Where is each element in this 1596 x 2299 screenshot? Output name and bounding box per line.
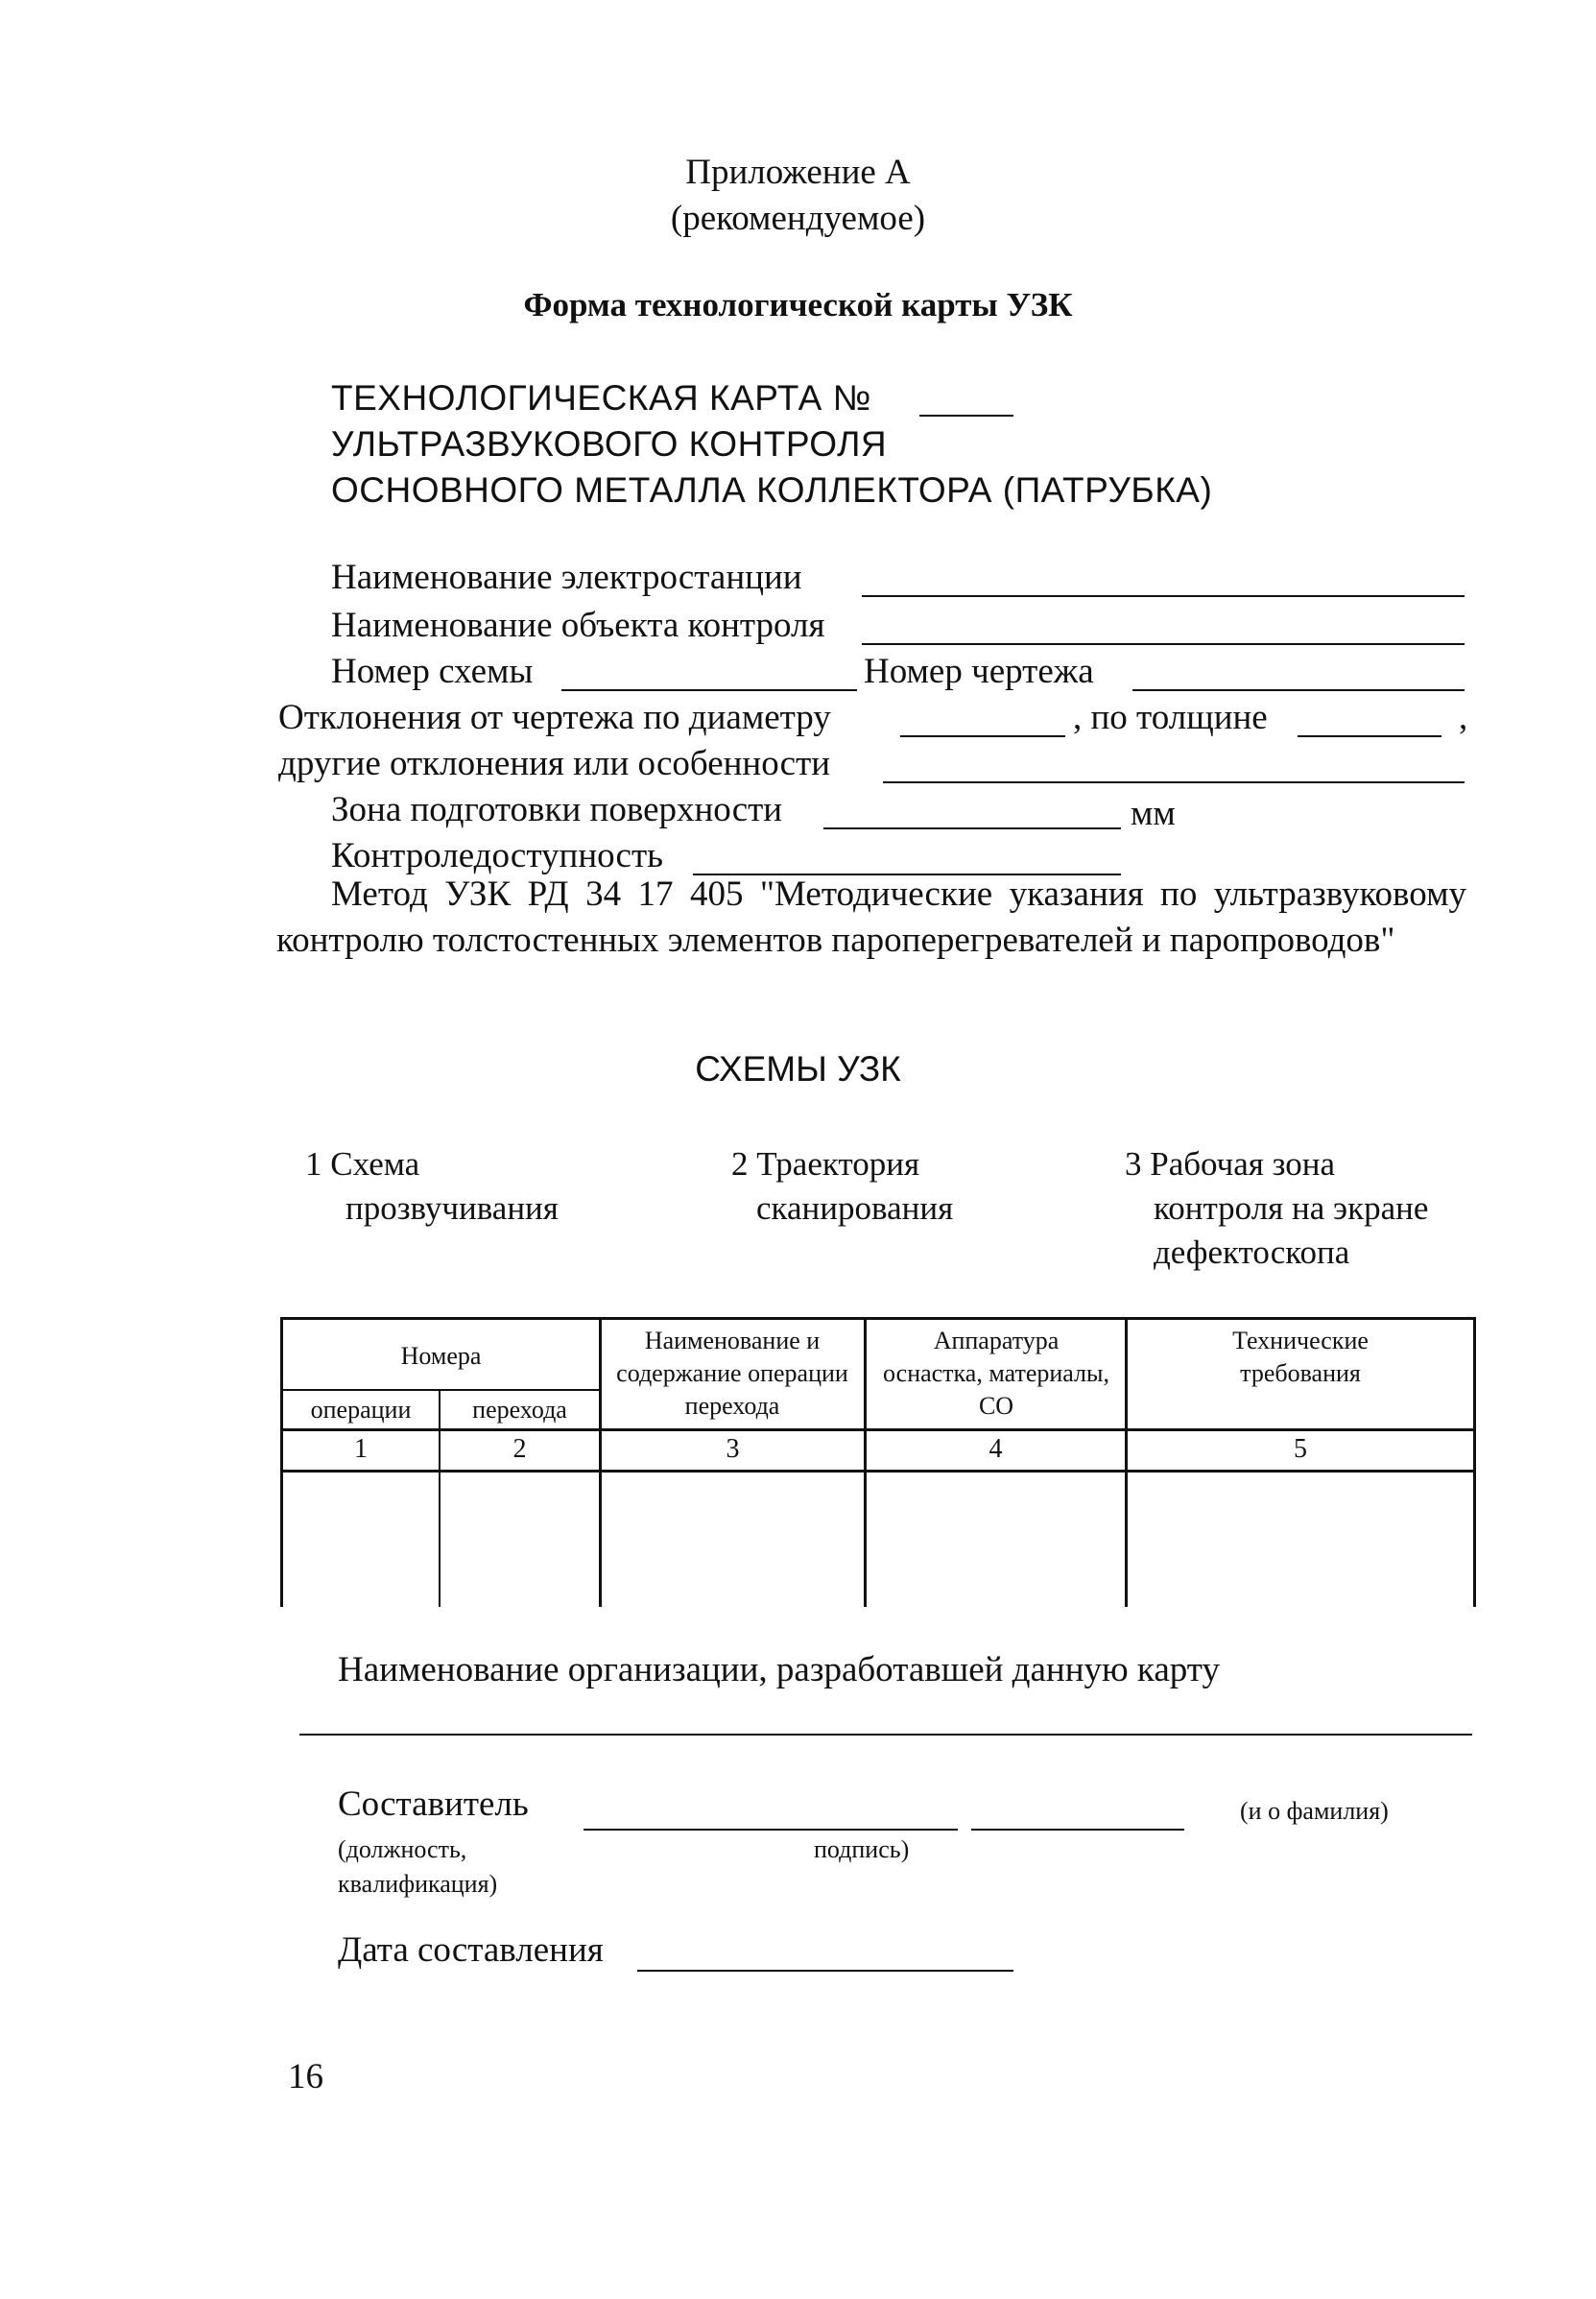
scheme-3-line2: контроля на экране [1154,1189,1429,1227]
date-blank[interactable] [637,1970,1013,1972]
th-operation: операции [310,1396,412,1424]
organization-label: Наименование организации, разработавшей данную карту [338,1650,1220,1689]
appendix-status: (рекомендуемое) [670,199,926,238]
col-number-5: 5 [1294,1434,1307,1464]
other-deviations-label: другие отклонения или особенности [278,744,831,783]
object-label: Наименование объекта контроля [331,606,825,645]
form-title: Форма технологической карты УЗК [523,286,1073,323]
date-label: Дата составления [338,1930,604,1970]
signature-blank[interactable] [971,1829,1184,1831]
col-number-4: 4 [989,1434,1003,1464]
surface-zone-blank[interactable] [823,827,1121,829]
table-number-row-bottom [280,1470,1476,1473]
card-title-line2: УЛЬТРАЗВУКОВОГО КОНТРОЛЯ [331,424,888,464]
table-col-line-5 [1473,1317,1476,1607]
drawing-number-label: Номер чертежа [864,652,1094,691]
organization-blank[interactable] [299,1734,1472,1736]
scheme-number-label: Номер схемы [331,652,534,691]
col-number-2: 2 [512,1434,527,1464]
signature-caption: подпись) [814,1835,910,1863]
appendix-title: Приложение А [685,153,911,192]
scheme-number-blank[interactable] [561,689,857,691]
col-number-3: 3 [726,1434,740,1464]
th-numbers: Номера [400,1342,482,1370]
compiler-label: Составитель [338,1784,529,1824]
th-operation-content: Наименование и содержание операции перехода [616,1327,848,1420]
qualification-caption: квалификация) [338,1870,498,1898]
method-text: Метод УЗК РД 34 17 405 "Методические указания по ультразвуковому контролю толстостенных элементов пароперегревателей и паропроводов" [276,874,1466,960]
object-blank[interactable] [862,643,1465,645]
col-number-1: 1 [354,1434,368,1464]
diameter-blank[interactable] [900,735,1065,737]
scheme-1-line1: 1 Схема [305,1145,420,1183]
page-number: 16 [288,2057,323,2096]
deviations-label: Отклонения от чертежа по диаметру [278,698,831,737]
card-title-line3: ОСНОВНОГО МЕТАЛЛА КОЛЛЕКТОРА (ПАТРУБКА) [331,470,1213,510]
drawing-number-blank[interactable] [1132,689,1465,691]
table-top-border [280,1317,1476,1320]
surface-zone-label: Зона подготовки поверхности [331,790,783,829]
thickness-label: , по толщине [1073,698,1268,737]
scheme-1 [305,1142,559,1231]
card-number-blank[interactable] [919,415,1013,417]
scheme-3-line3: дефектоскопа [1154,1233,1350,1271]
th-requirements: Технические требования [1232,1327,1369,1387]
accessibility-label: Контроледоступность [331,836,664,875]
position-blank[interactable] [584,1829,958,1831]
scheme-1-line2: прозвучивания [345,1189,559,1227]
table-header-bottom [280,1428,1476,1431]
scheme-3 [1125,1142,1428,1275]
station-label: Наименование электростанции [331,558,802,597]
position-caption: (должность, [338,1835,467,1863]
scheme-3-line1: 3 Рабочая зона [1125,1145,1336,1183]
scheme-2-line2: сканирования [756,1189,954,1227]
zone-unit: мм [1131,794,1176,833]
card-title-line1: ТЕХНОЛОГИЧЕСКАЯ КАРТА № [331,378,871,418]
schemes-title: СХЕМЫ УЗК [695,1049,901,1089]
other-deviations-blank[interactable] [883,781,1465,783]
th-transition: перехода [472,1396,567,1424]
station-blank[interactable] [862,595,1465,597]
comma: , [1459,698,1468,737]
scheme-2-line1: 2 Траектория [731,1145,920,1183]
th-equipment: Аппаратура оснастка, материалы, СО [883,1327,1109,1420]
thickness-blank[interactable] [1298,735,1441,737]
name-caption: (и о фамилия) [1240,1797,1389,1825]
scheme-2 [731,1142,953,1231]
